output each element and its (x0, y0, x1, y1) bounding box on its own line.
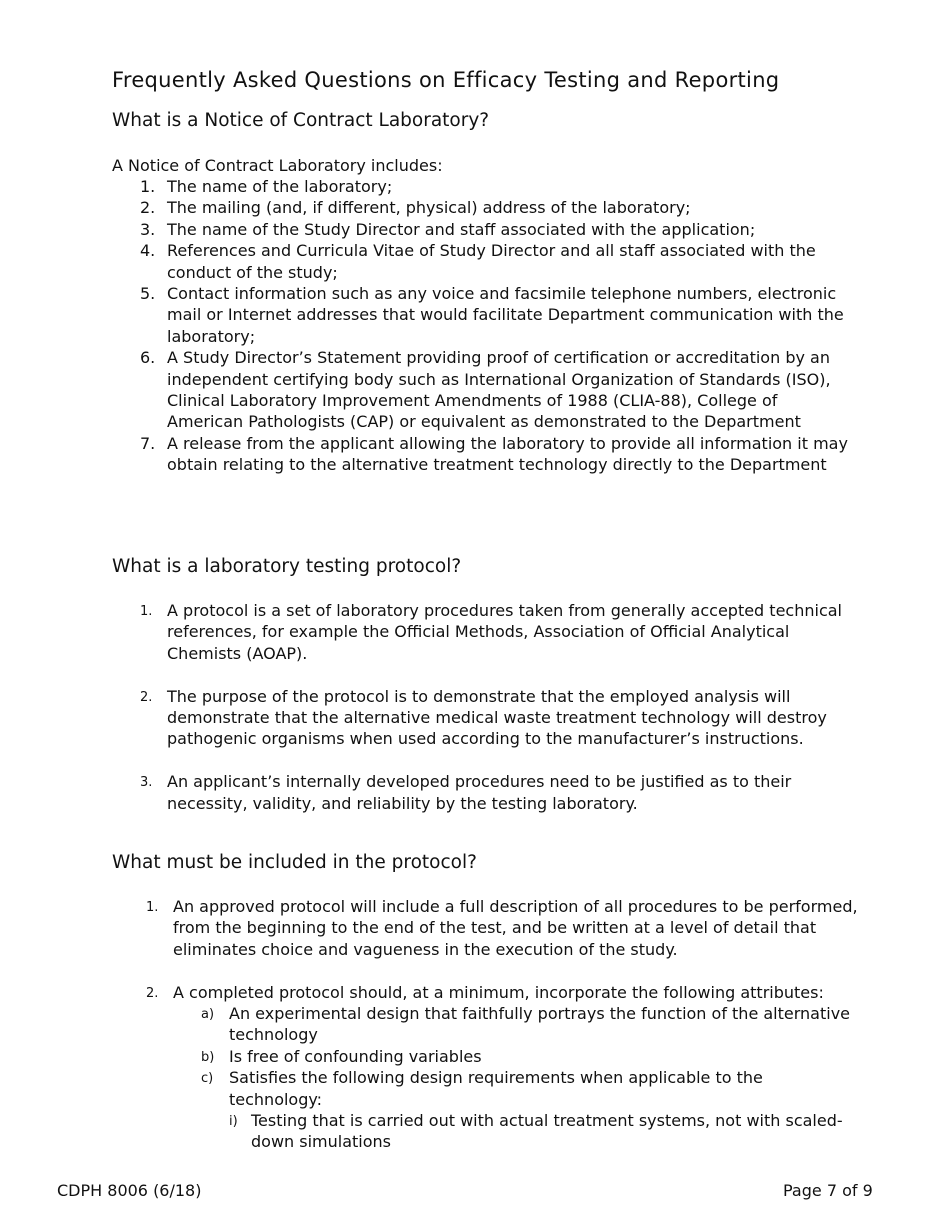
list-number: 3. (140, 775, 153, 791)
list-item-text: An approved protocol will include a full description of all procedures to be performed, from the beginning to the end of the test, and be written at a level of detail that eliminates choice and vagueness in the execution of the study. (173, 897, 858, 959)
list-item (112, 433, 852, 476)
list-item-text: Contact information such as any voice and facsimile telephone numbers, electronic mail or Internet addresses that would facilitate Department communication with the laboratory; (167, 284, 844, 346)
list-number: 1. (146, 900, 159, 915)
list-item (112, 219, 852, 240)
list-number: 4. (140, 241, 156, 261)
sublist-item-text: Satisfies the following design requirements when applicable to the technology: (229, 1068, 763, 1109)
list-item-text: The name of the Study Director and staff associated with the application; (167, 219, 756, 239)
list-item (112, 771, 852, 814)
design-requirements-sublist (229, 1110, 858, 1153)
list-item-text: A completed protocol should, at a minimum, incorporate the following attributes: (173, 982, 824, 1002)
list-item-text: A Study Director’s Statement providing proof of certification or accreditation by an independent certifying body such as International Organization of Standards (ISO), Clinical Laboratory Improvement Amendments of 1988 (CLIA-88), College of American Pathologists (CAP) or equivalent as demonstrated to the Department (167, 348, 831, 432)
list-item (112, 176, 852, 197)
sublist-letter: a) (201, 1007, 215, 1023)
notice-intro: A Notice of Contract Laboratory includes: (112, 156, 443, 175)
list-item-text: The mailing (and, if different, physical) address of the laboratory; (167, 198, 691, 218)
list-item (112, 283, 852, 347)
list-item (112, 347, 852, 433)
subsub-item-text: Testing that is carried out with actual treatment systems, not with scaled-down simulations (251, 1111, 843, 1152)
list-item (112, 600, 852, 664)
list-item-text: A release from the applicant allowing the laboratory to provide all information it may obtain relating to the alternative treatment technology directly to the Department (167, 433, 848, 475)
list-number: 6. (140, 348, 156, 368)
list-item (112, 240, 852, 283)
section-heading-protocol: What is a laboratory testing protocol? (112, 556, 462, 577)
sublist-item-text: Is free of confounding variables (229, 1046, 482, 1066)
list-number: 7. (140, 433, 156, 453)
list-number: 2. (140, 689, 153, 705)
list-item (118, 982, 858, 1153)
list-item (118, 896, 858, 960)
sublist-letter: c) (201, 1071, 214, 1087)
list-number: 2. (140, 198, 156, 218)
list-item-text: A protocol is a set of laboratory procedures taken from generally accepted technical references, for example the Official Methods, Association of Official Analytical Chemists (AOAP). (167, 601, 842, 663)
list-item (112, 686, 852, 750)
list-number: 1. (140, 604, 153, 619)
sublist-letter: b) (201, 1049, 215, 1065)
subsub-numeral: i) (229, 1114, 238, 1130)
sublist-item (173, 1046, 858, 1067)
sublist-item-text: An experimental design that faithfully portrays the function of the alternative technology (229, 1004, 851, 1045)
list-number: 2. (146, 985, 159, 1001)
list-item-text: An applicant’s internally developed procedures need to be justified as to their necessity, validity, and reliability by the testing laboratory. (167, 772, 792, 813)
section-heading-included: What must be included in the protocol? (112, 852, 477, 873)
sublist-item (173, 1003, 858, 1046)
subsub-item (229, 1110, 858, 1153)
included-list (118, 896, 858, 1153)
list-item-text: The name of the laboratory; (167, 177, 393, 196)
list-number: 3. (140, 219, 156, 239)
list-number: 5. (140, 284, 156, 304)
list-number: 1. (140, 177, 156, 196)
footer-page-number: Page 7 of 9 (783, 1181, 873, 1200)
list-item-text: References and Curricula Vitae of Study Director and all staff associated with the conduct of the study; (167, 241, 816, 282)
page-title: Frequently Asked Questions on Efficacy Testing and Reporting (112, 68, 780, 92)
list-item (112, 197, 852, 218)
list-item-text: The purpose of the protocol is to demonstrate that the employed analysis will demonstrate that the alternative medical waste treatment technology will destroy pathogenic organisms when used according to the manufacturer’s instructions. (167, 686, 827, 749)
section-heading-notice: What is a Notice of Contract Laboratory? (112, 110, 490, 131)
sublist-item (173, 1067, 858, 1153)
notice-list (112, 176, 852, 476)
footer-form-number: CDPH 8006 (6/18) (57, 1181, 202, 1200)
protocol-list (112, 600, 852, 835)
attributes-sublist (173, 1003, 858, 1153)
